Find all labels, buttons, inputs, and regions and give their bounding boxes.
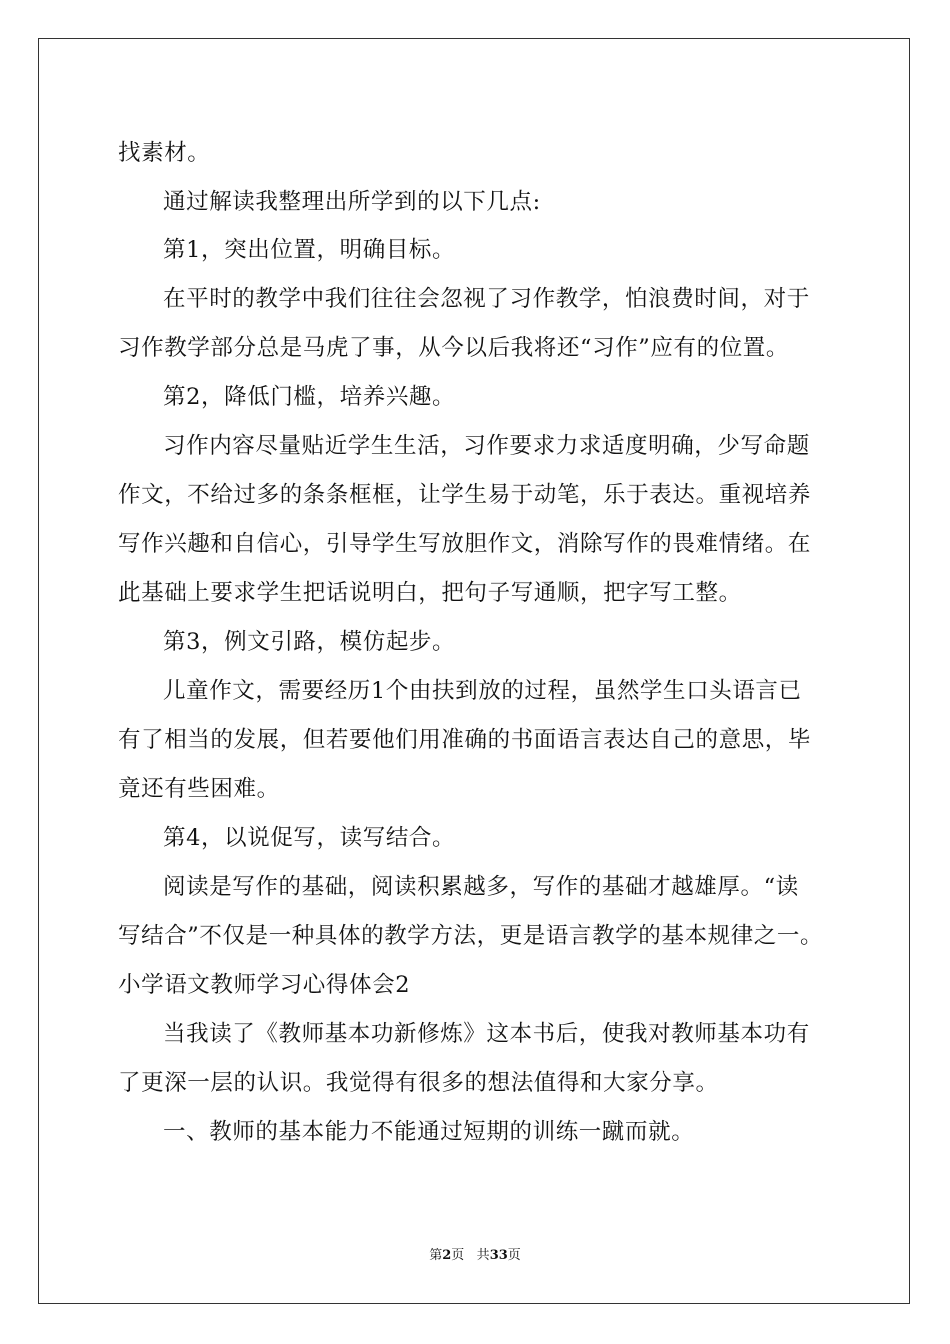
- page-border: [38, 38, 910, 1304]
- page-prefix: 第: [429, 1248, 443, 1263]
- text-line: 习作内容尽量贴近学生生活，习作要求力求适度明确，少写命题: [163, 433, 810, 459]
- text-line: 当我读了《教师基本功新修炼》这本书后，使我对教师基本功有: [163, 1021, 810, 1047]
- text-line: 儿童作文，需要经历1个由扶到放的过程，虽然学生口头语言已: [163, 678, 802, 704]
- page-number: 2: [442, 1248, 452, 1263]
- page-suffix: 页: [451, 1248, 465, 1263]
- text-line: 第1，突出位置，明确目标。: [163, 237, 456, 263]
- text-line: 第2，降低门槛，培养兴趣。: [163, 384, 456, 410]
- text-line: 第4，以说促写，读写结合。: [163, 825, 456, 851]
- text-line: 写作兴趣和自信心，引导学生写放胆作文，消除写作的畏难情绪。在: [118, 531, 812, 557]
- text-line: 竟还有些困难。: [118, 776, 280, 802]
- text-line: 通过解读我整理出所学到的以下几点:: [163, 189, 541, 215]
- text-line: 一、教师的基本能力不能通过短期的训练一蹴而就。: [163, 1119, 695, 1145]
- total-pages: 33: [489, 1248, 508, 1263]
- total-suffix: 页: [507, 1248, 521, 1263]
- text-line: 阅读是写作的基础，阅读积累越多，写作的基础才越雄厚。“读: [163, 874, 799, 900]
- text-line: 在平时的教学中我们往往会忽视了习作教学，怕浪费时间，对于: [163, 286, 810, 312]
- page-footer: [0, 1247, 950, 1265]
- text-line: 作文，不给过多的条条框框，让学生易于动笔，乐于表达。重视培养: [118, 482, 812, 508]
- text-line: 此基础上要求学生把话说明白，把句子写通顺，把字写工整。: [118, 580, 742, 606]
- text-line: 写结合”不仅是一种具体的教学方法，更是语言教学的基本规律之一。: [118, 923, 824, 949]
- total-prefix: 共: [476, 1248, 490, 1263]
- text-line: 有了相当的发展，但若要他们用准确的书面语言表达自己的意思，毕: [118, 727, 812, 753]
- text-line: 了更深一层的认识。我觉得有很多的想法值得和大家分享。: [118, 1070, 719, 1096]
- section-heading: 小学语文教师学习心得体会2: [118, 972, 411, 998]
- text-line: 习作教学部分总是马虎了事，从今以后我将还“习作”应有的位置。: [118, 335, 790, 361]
- text-line: 第3，例文引路，模仿起步。: [163, 629, 456, 655]
- text-line: 找素材。: [118, 140, 211, 166]
